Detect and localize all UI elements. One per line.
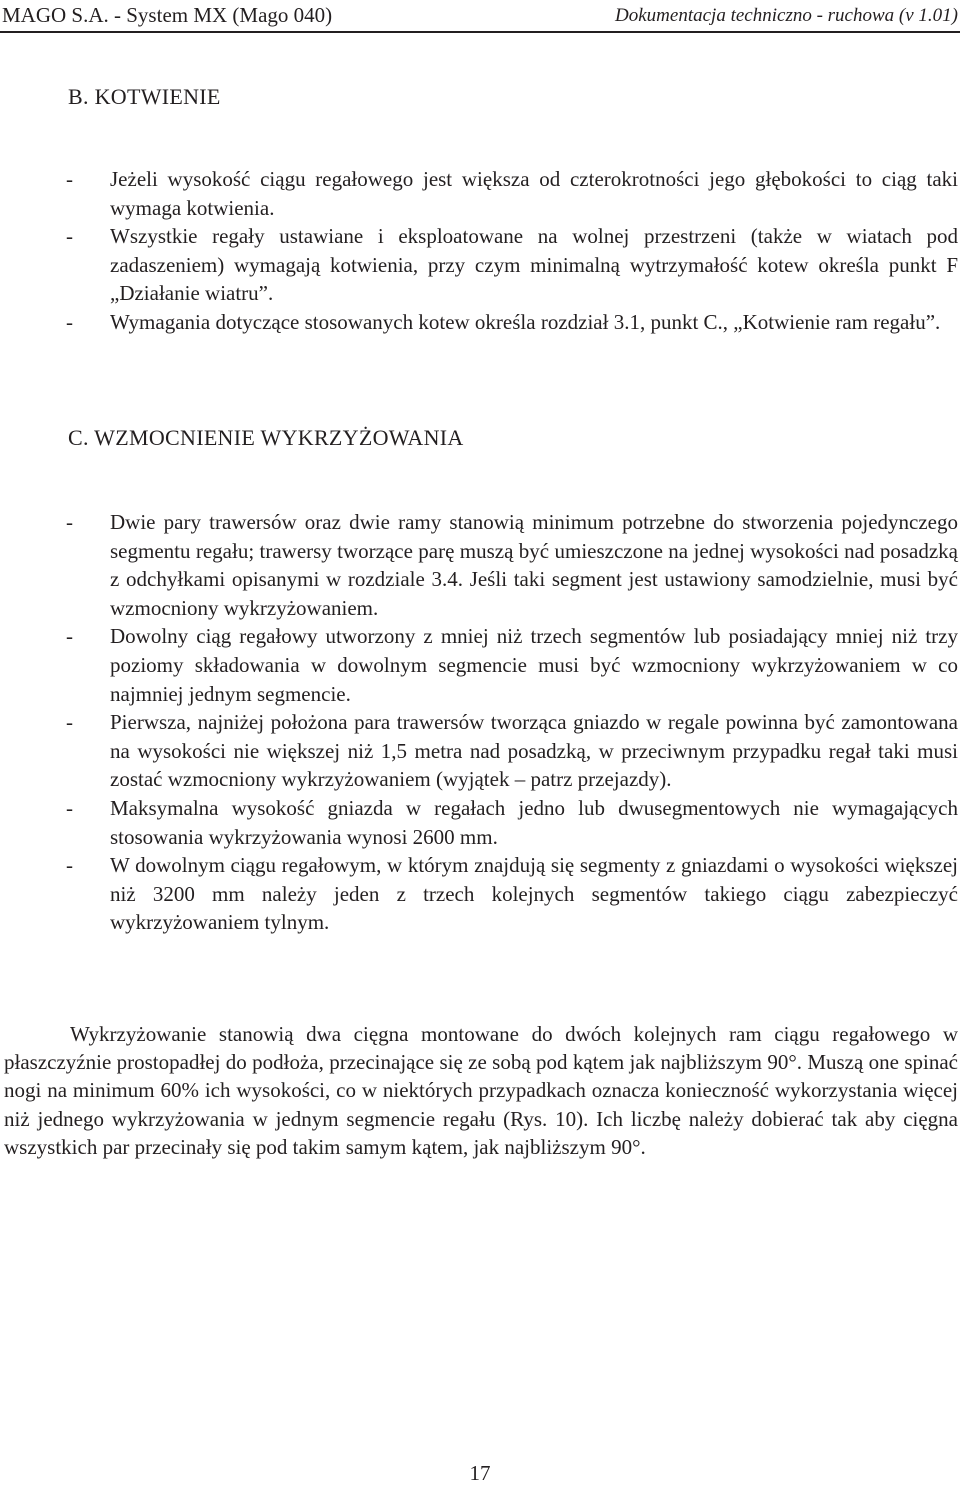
document-title: MAGO S.A. - System MX (Mago 040) xyxy=(2,3,333,27)
list-item-text: Pierwsza, najniżej położona para trawersów tworząca gniazdo w regale powinna być zamontowana na wysokości nie większej niż 1,5 metra nad posadzką, w przeciwnym przypadku regał taki musi zostać wzmocniony wykrzyżowaniem (wyjątek – patrz przejazdy). xyxy=(110,710,958,792)
list-item xyxy=(66,508,958,622)
list-dash: - xyxy=(66,224,73,249)
document-subtitle: Dokumentacja techniczno - ruchowa (v 1.01) xyxy=(615,5,958,26)
list-item xyxy=(66,165,958,222)
list-item-text: Jeżeli wysokość ciągu regałowego jest większa od czterokrotności jego głębokości to ciąg taki wymaga kotwienia. xyxy=(110,167,958,220)
list-item xyxy=(66,222,958,308)
list-item-text: W dowolnym ciągu regałowym, w którym znajdują się segmenty z gniazdami o wysokości większej niż 3200 mm należy jeden z trzech kolejnych segmentów takiego ciągu zabezpieczyć wykrzyżowaniem tylnym. xyxy=(110,853,958,935)
list-item xyxy=(66,851,958,937)
list-dash: - xyxy=(66,710,73,735)
list-item-text: Wszystkie regały ustawiane i eksploatowane na wolnej przestrzeni (także w wiatach pod zadaszeniem) wymagają kotwienia, przy czym minimalną wytrzymałość kotew określa punkt F „Działanie wiatru”. xyxy=(110,224,958,306)
list-item xyxy=(66,308,958,337)
list-dash: - xyxy=(66,853,73,878)
list-dash: - xyxy=(66,167,73,191)
list-dash: - xyxy=(66,624,73,649)
section-b-title: B. KOTWIENIE xyxy=(68,84,221,109)
list-dash: - xyxy=(66,510,73,534)
section-b-list xyxy=(66,165,958,337)
list-item-text: Maksymalna wysokość gniazda w regałach jedno lub dwusegmentowych nie wymagających stosowania wykrzyżowania wynosi 2600 mm. xyxy=(110,795,958,849)
list-item-text: Wymagania dotyczące stosowanych kotew określa rozdział 3.1, punkt C., „Kotwienie ram regału”. xyxy=(110,309,941,334)
list-item xyxy=(66,794,958,851)
body-paragraph: Wykrzyżowanie stanowią dwa cięgna montowane do dwóch kolejnych ram ciągu regałowego w płaszczyźnie prostopadłej do podłoża, przecinające się ze sobą pod kątem jak najbliższym 90°. Muszą one spinać nogi na minimum 60% ich wysokości, co w niektórych przypadkach oznacza konieczność wykorzystania więcej niż jednego wykrzyżowania w jednym segmencie regału (Rys. 10). Ich liczbę należy dobierać tak aby cięgna wszystkich par przecinały się pod takim samym kątem, jak najbliższym 90°. xyxy=(4,1022,958,1159)
list-dash: - xyxy=(66,795,73,820)
list-item-text: Dowolny ciąg regałowy utworzony z mniej niż trzech segmentów lub posiadający mniej niż trzy poziomy składowania w dowolnym segmencie musi być wzmocniony wykrzyżowaniem w co najmniej jednym segmencie. xyxy=(110,624,958,706)
list-dash: - xyxy=(66,309,73,334)
section-c-title: C. WZMOCNIENIE WYKRZYŻOWANIA xyxy=(68,425,464,450)
list-item xyxy=(66,622,958,708)
list-item xyxy=(66,708,958,794)
page-header xyxy=(0,0,960,33)
section-c-list xyxy=(66,508,958,937)
list-item-text: Dwie pary trawersów oraz dwie ramy stanowią minimum potrzebne do stworzenia pojedynczego segmentu regału; trawersy tworzące parę muszą być umieszczone na jednej wysokości nad posadzką z odchyłkami opisanymi w rozdziale 3.4. Jeśli taki segment jest ustawiony samodzielnie, musi być wzmocniony wykrzyżowaniem. xyxy=(110,510,958,620)
page-number: 17 xyxy=(469,1461,491,1485)
